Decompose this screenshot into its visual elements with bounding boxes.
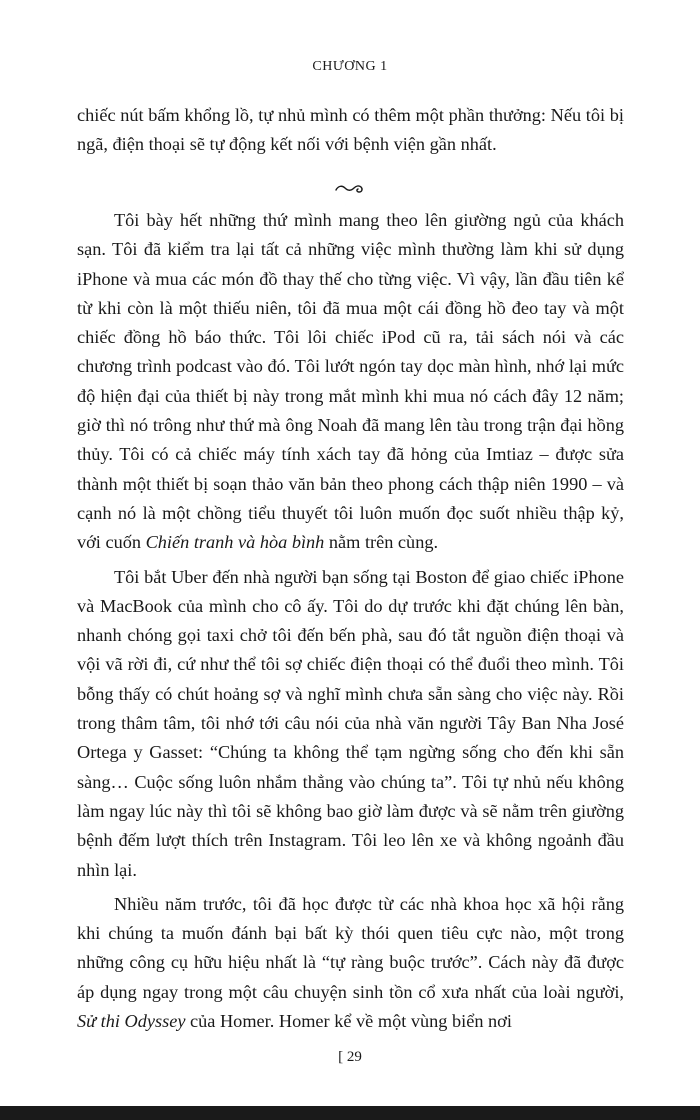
running-head: CHƯƠNG 1	[312, 59, 388, 74]
page-number: [ 29	[338, 1049, 362, 1065]
bottom-edge-bar	[0, 1106, 700, 1120]
italic-title-text: Chiến tranh và hòa bình	[145, 532, 325, 553]
text-block-main	[77, 206, 624, 1036]
paragraph-text: Tôi bắt Uber đến nhà người bạn sống tại Boston để giao chiếc iPhone và MacBook của mình cho cô ấy. Tôi do dự trước khi đặt chúng lên bàn, nhanh chóng gọi taxi chở tôi đến bến phà, sau đó tắt nguồn điện thoại và vội vã rời đi, cứ như thể tôi sợ chiếc điện thoại có thể đuổi theo mình. Tôi bỗng thấy có chút hoảng sợ và nghĩ mình chưa sẵn sàng cho việc này. Rồi trong thâm tâm, tôi nhớ tới câu nói của nhà văn người Tây Ban Nha José Ortega y Gasset: “Chúng ta không thể tạm ngừng sống cho đến khi sẵn sàng… Cuộc sống luôn nhắm thẳng vào chúng ta”. Tôi tự nhủ nếu không làm ngay lúc này thì tôi sẽ không bao giờ làm được và sẽ nằm trên giường bệnh đếm lượt thích trên Instagram. Tôi leo lên xe và không ngoảnh đầu nhìn lại.	[77, 566, 624, 880]
paragraph-text: nằm trên cùng.	[324, 532, 439, 553]
paragraph-text: chiếc nút bấm khổng lồ, tự nhủ mình có thêm một phần thưởng: Nếu tôi bị ngã, điện thoại sẽ tự động kết nối với bệnh viện gần nhất.	[77, 105, 624, 155]
paragraph	[77, 206, 624, 558]
paragraph	[77, 890, 624, 1036]
paragraph-text: Tôi bày hết những thứ mình mang theo lên giường ngủ của khách sạn. Tôi đã kiểm tra lại tất cả những việc mình thường làm khi sử dụng iPhone và mua các món đồ thay thế cho từng việc. Vì vậy, lần đầu tiên kể từ khi còn là một thiếu niên, tôi đã mua một cái đồng hồ đeo tay và một chiếc đồng hồ báo thức. Tôi lôi chiếc iPod cũ ra, tải sách nói và các chương trình podcast vào đó. Tôi lướt ngón tay dọc màn hình, nhớ lại mức độ hiện đại của thiết bị này trong mắt mình khi mua nó cách đây 12 năm; giờ thì nó trông như thứ mà ông Noah đã mang lên tàu trong trận đại hồng thủy. Tôi có cả chiếc máy tính xách tay đã hỏng của Imtiaz – được sửa thành một thiết bị soạn thảo văn bản theo phong cách thập niên 1990 – và cạnh nó là một chồng tiểu thuyết tôi luôn muốn đọc suốt nhiều thập kỷ, với cuốn	[77, 210, 624, 553]
paragraph	[77, 101, 624, 160]
paragraph-text: Nhiều năm trước, tôi đã học được từ các nhà khoa học xã hội rằng khi chúng ta muốn đánh bại bất kỳ thói quen tiêu cực nào, một trong những công cụ hữu hiệu nhất là “tự ràng buộc trước”. Cách này đã được áp dụng ngay trong một câu chuyện sinh tồn cổ xưa nhất của loài người,	[77, 893, 624, 1002]
paragraph-text: của Homer. Homer kể về một vùng biển nơi	[185, 1011, 512, 1032]
swash-ornament-icon	[334, 180, 368, 196]
italic-title-text: Sử thi Odyssey	[77, 1011, 186, 1032]
paragraph	[77, 563, 624, 885]
text-block-continued	[77, 101, 624, 160]
